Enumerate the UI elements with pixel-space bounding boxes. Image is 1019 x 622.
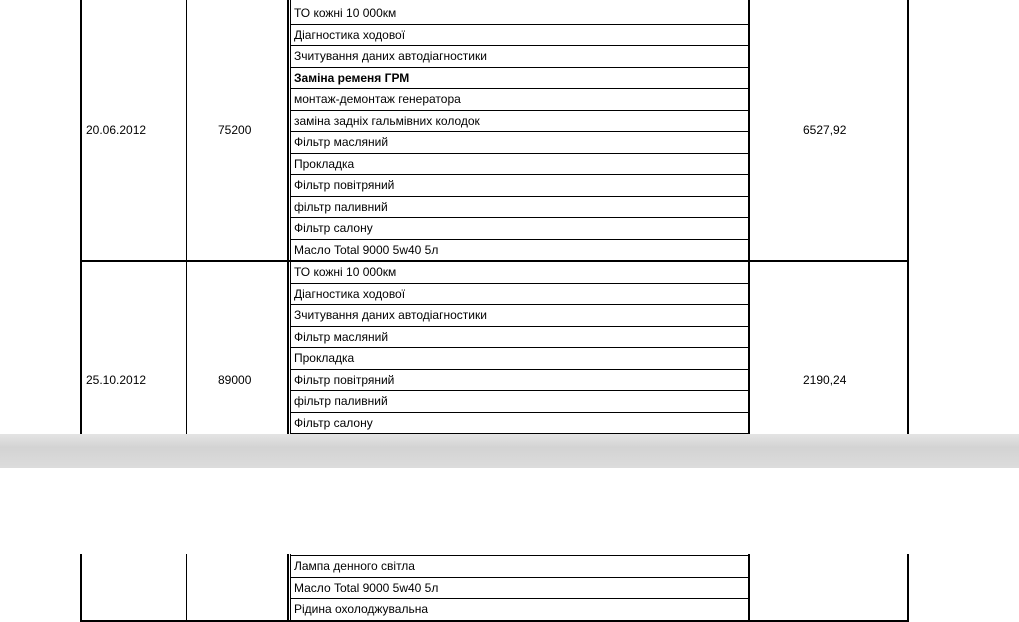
row-divider xyxy=(290,24,748,25)
work-item: Прокладка xyxy=(294,351,355,365)
row-divider xyxy=(290,45,748,46)
table-border-right xyxy=(907,0,909,434)
column-divider-date xyxy=(186,554,187,622)
work-item: Рідина охолоджувальна xyxy=(294,602,429,616)
page-bottom xyxy=(0,468,1019,622)
column-divider-date xyxy=(186,0,187,434)
row-divider xyxy=(290,174,748,175)
row-divider xyxy=(290,217,748,218)
table-border-right xyxy=(907,554,909,622)
work-item: Зчитування даних автодіагностики xyxy=(294,308,487,322)
work-item: ТО кожні 10 000км xyxy=(294,6,397,20)
row-divider xyxy=(290,88,748,89)
row-divider xyxy=(290,369,748,370)
work-item: Масло Total 9000 5w40 5л xyxy=(294,580,439,595)
work-item: Фільтр масляний xyxy=(294,329,389,344)
page-gap xyxy=(0,434,1019,468)
work-item: Фільтр повітряний xyxy=(294,372,395,387)
column-divider-works-right xyxy=(748,554,750,622)
table-border-left xyxy=(80,0,82,434)
row-divider xyxy=(290,577,748,578)
row-divider xyxy=(290,67,748,68)
work-item: Зчитування даних автодіагностики xyxy=(294,49,487,63)
column-divider-mileage xyxy=(287,554,289,622)
work-item: Фільтр салону xyxy=(294,221,373,235)
work-item: Діагностика ходової xyxy=(294,27,406,42)
row-divider xyxy=(290,153,748,154)
row-divider xyxy=(290,390,748,391)
work-item: монтаж-демонтаж генератора xyxy=(294,92,461,106)
row-divider xyxy=(290,304,748,305)
service-date: 25.10.2012 xyxy=(86,373,147,387)
work-item: Фільтр повітряний xyxy=(294,178,395,192)
work-item: Масло Total 9000 5w40 5л xyxy=(294,242,439,257)
row-divider xyxy=(290,283,748,284)
work-item: фільтр паливний xyxy=(294,394,388,408)
block-separator xyxy=(80,260,909,262)
service-mileage: 89000 xyxy=(218,373,252,387)
work-item: ТО кожні 10 000км xyxy=(294,265,397,279)
column-divider-works-left xyxy=(290,554,291,622)
work-item: Фільтр салону xyxy=(294,415,373,430)
service-date: 20.06.2012 xyxy=(86,123,147,137)
work-item: Діагностика ходової xyxy=(294,286,406,301)
row-divider xyxy=(290,239,748,240)
work-item: Заміна ременя ГРМ xyxy=(294,70,410,85)
row-divider xyxy=(290,131,748,132)
column-divider-works-right xyxy=(748,0,750,434)
column-divider-mileage xyxy=(287,0,289,434)
row-divider xyxy=(290,110,748,111)
service-sum: 6527,92 xyxy=(803,123,847,137)
table-border-left xyxy=(80,554,82,622)
row-divider xyxy=(290,326,748,327)
service-mileage: 75200 xyxy=(218,123,252,137)
row-divider xyxy=(290,347,748,348)
work-item: Прокладка xyxy=(294,156,355,171)
row-divider xyxy=(290,412,748,413)
row-divider xyxy=(290,555,748,556)
work-item: Фільтр масляний xyxy=(294,135,389,149)
service-sum: 2190,24 xyxy=(803,373,847,387)
row-divider xyxy=(290,196,748,197)
row-divider xyxy=(290,598,748,599)
work-item: Лампа денного світла xyxy=(294,559,415,573)
work-item: заміна задніх гальмівних колодок xyxy=(294,113,480,128)
work-item: фільтр паливний xyxy=(294,199,388,214)
